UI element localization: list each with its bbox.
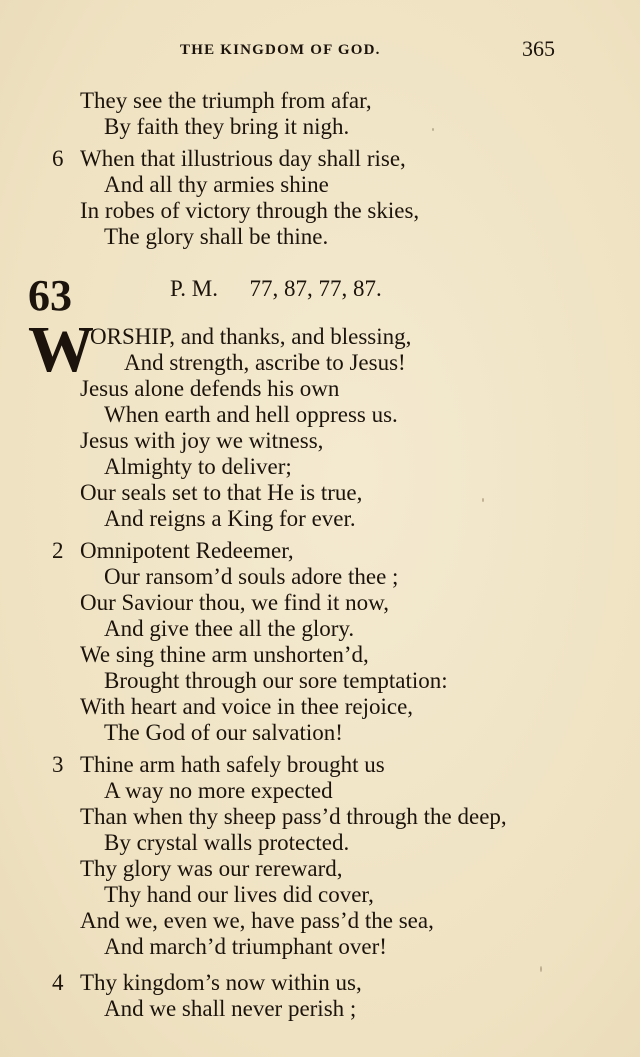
meter-line <box>170 276 382 302</box>
verse-line: Our seals set to that He is true, <box>80 480 363 505</box>
drop-cap: W <box>28 313 94 386</box>
verse-line: Our Saviour thou, we find it now, <box>80 590 389 615</box>
verse-line: With heart and voice in thee rejoice, <box>80 694 414 719</box>
verse-line: Omnipotent Redeemer, <box>80 538 294 563</box>
verse-line: They see the triumph from afar, <box>80 88 372 113</box>
verse-line: And we shall never perish ; <box>104 996 357 1021</box>
verse-line: Almighty to deliver; <box>104 454 292 479</box>
verse-line: Jesus alone defends his own <box>80 376 340 401</box>
page-number: 365 <box>522 36 555 61</box>
verse-number: 2 <box>52 538 64 563</box>
verse-line: In robes of victory through the skies, <box>80 198 420 223</box>
verse-line: And reigns a King for ever. <box>104 506 356 531</box>
verse-line: The glory shall be thine. <box>104 224 329 249</box>
verse-line: A way no more expected <box>104 778 333 803</box>
verse-line: And we, even we, have pass’d the sea, <box>80 908 434 933</box>
verse-line: When that illustrious day shall rise, <box>80 146 406 171</box>
running-title: THE KINGDOM OF GOD. <box>180 42 381 58</box>
verse-line: By crystal walls protected. <box>104 830 350 855</box>
verse-line: The God of our salvation! <box>104 720 343 745</box>
verse-line: And all thy armies shine <box>104 172 329 197</box>
verse-line: We sing thine arm unshorten’d, <box>80 642 369 667</box>
verse-line: Thine arm hath safely brought us <box>80 752 385 777</box>
verse-number: 3 <box>52 752 64 777</box>
verse-number: 6 <box>52 146 64 171</box>
paper-speck <box>482 498 484 502</box>
verse-line: And march’d triumphant over! <box>104 934 387 959</box>
hymn-number: 63 <box>28 271 72 320</box>
meter-numbers: 77, 87, 77, 87. <box>249 276 382 301</box>
verse-line: By faith they bring it nigh. <box>104 114 350 139</box>
verse-line: And strength, ascribe to Jesus! <box>124 350 406 375</box>
verse-line: Jesus with joy we witness, <box>80 428 324 453</box>
verse-number: 4 <box>52 970 64 995</box>
verse-line: Thy hand our lives did cover, <box>104 882 374 907</box>
verse-line: When earth and hell oppress us. <box>104 402 398 427</box>
paper-speck <box>540 966 542 972</box>
verse-line: Thy glory was our rereward, <box>80 856 343 881</box>
verse-line: And give thee all the glory. <box>104 616 355 641</box>
paper-speck <box>432 128 434 131</box>
verse-line: ORSHIP, and thanks, and blessing, <box>90 324 412 349</box>
verse-line: Brought through our sore temptation: <box>104 668 448 693</box>
verse-line: Than when thy sheep pass’d through the deep, <box>80 804 507 829</box>
verse-line: Our ransom’d souls adore thee ; <box>104 564 399 589</box>
verse-line: Thy kingdom’s now within us, <box>80 970 362 995</box>
meter-label: P. M. <box>170 276 218 301</box>
